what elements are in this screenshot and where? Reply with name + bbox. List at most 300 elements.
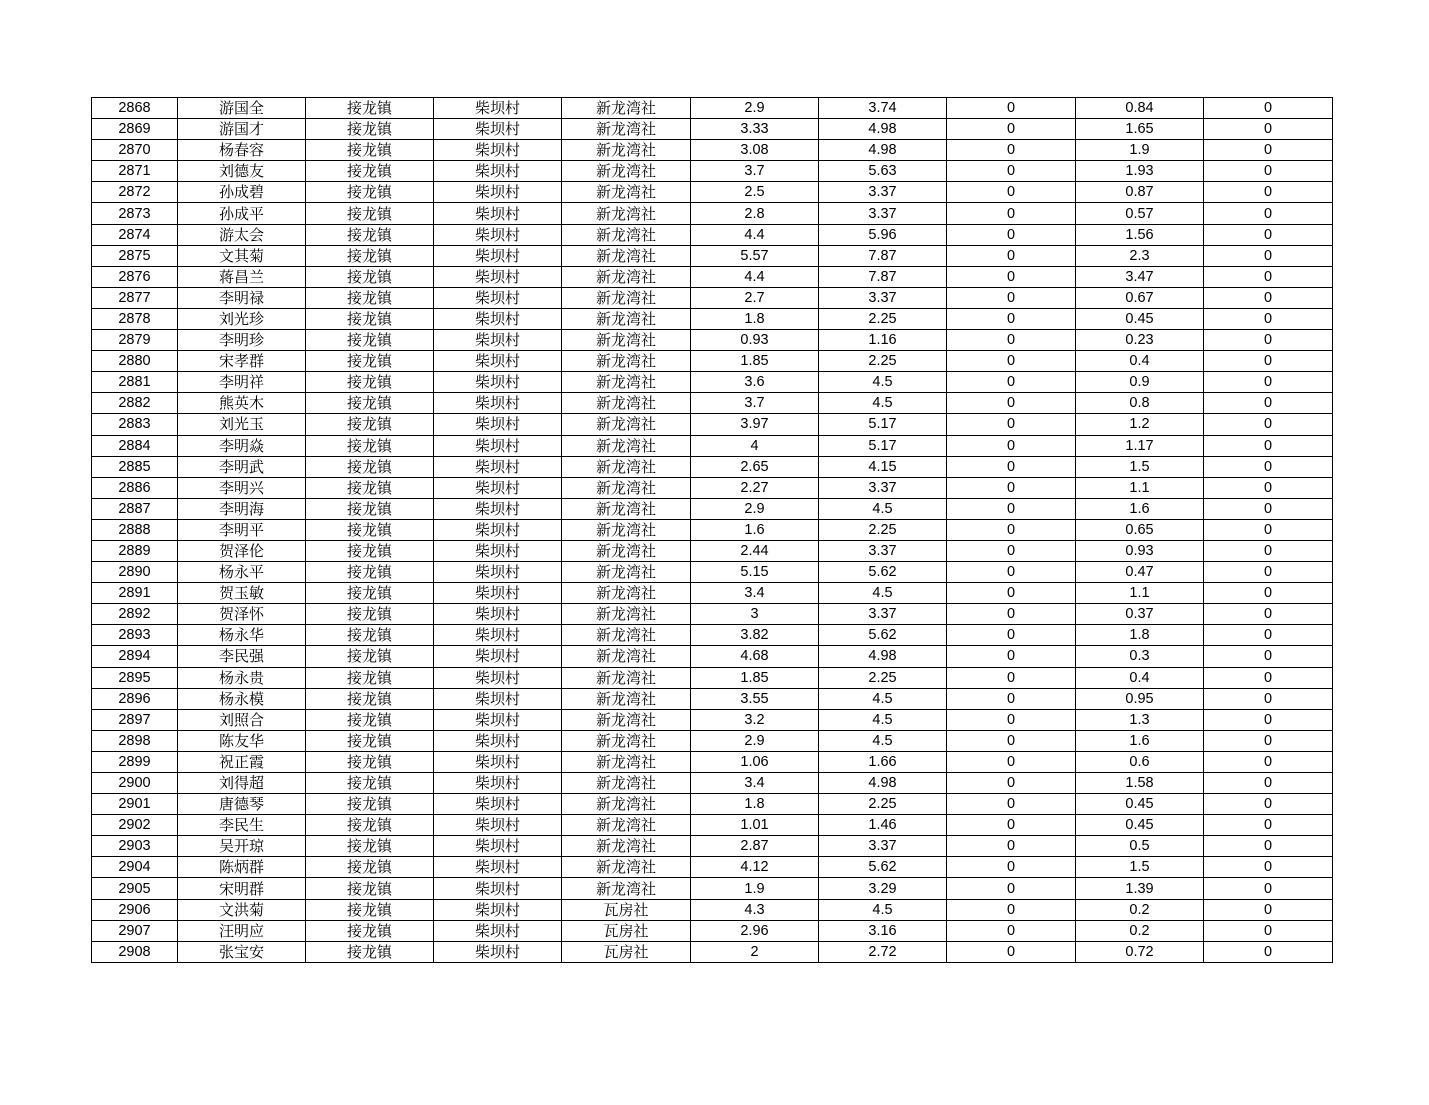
group-cell: 瓦房社 [562, 941, 691, 962]
table-row [92, 730, 1333, 751]
town-cell: 接龙镇 [306, 583, 434, 604]
value-5-cell: 0 [1204, 372, 1333, 393]
value-1-cell: 4.3 [691, 899, 819, 920]
village-cell: 柴坝村 [434, 224, 562, 245]
value-4-cell: 1.5 [1076, 857, 1204, 878]
village-cell: 柴坝村 [434, 730, 562, 751]
name-cell: 杨永模 [178, 688, 306, 709]
value-3-cell: 0 [947, 393, 1076, 414]
value-5-cell: 0 [1204, 730, 1333, 751]
village-cell: 柴坝村 [434, 815, 562, 836]
group-cell: 新龙湾社 [562, 330, 691, 351]
name-cell: 杨永贵 [178, 667, 306, 688]
value-2-cell: 3.37 [819, 540, 947, 561]
group-cell: 新龙湾社 [562, 857, 691, 878]
value-1-cell: 1.01 [691, 815, 819, 836]
record-number-cell: 2897 [92, 709, 178, 730]
record-number-cell: 2907 [92, 920, 178, 941]
value-3-cell: 0 [947, 119, 1076, 140]
record-number-cell: 2877 [92, 287, 178, 308]
value-2-cell: 3.37 [819, 203, 947, 224]
name-cell: 贺玉敏 [178, 583, 306, 604]
value-5-cell: 0 [1204, 920, 1333, 941]
value-3-cell: 0 [947, 688, 1076, 709]
record-number-cell: 2902 [92, 815, 178, 836]
table-body [92, 98, 1333, 963]
group-cell: 新龙湾社 [562, 287, 691, 308]
record-number-cell: 2887 [92, 498, 178, 519]
value-3-cell: 0 [947, 583, 1076, 604]
value-2-cell: 4.15 [819, 456, 947, 477]
value-5-cell: 0 [1204, 414, 1333, 435]
value-1-cell: 3 [691, 604, 819, 625]
value-4-cell: 0.95 [1076, 688, 1204, 709]
village-cell: 柴坝村 [434, 245, 562, 266]
value-3-cell: 0 [947, 351, 1076, 372]
name-cell: 杨永平 [178, 562, 306, 583]
value-5-cell: 0 [1204, 836, 1333, 857]
village-cell: 柴坝村 [434, 351, 562, 372]
group-cell: 新龙湾社 [562, 393, 691, 414]
value-5-cell: 0 [1204, 625, 1333, 646]
value-3-cell: 0 [947, 372, 1076, 393]
group-cell: 新龙湾社 [562, 688, 691, 709]
town-cell: 接龙镇 [306, 308, 434, 329]
group-cell: 新龙湾社 [562, 667, 691, 688]
value-3-cell: 0 [947, 920, 1076, 941]
value-2-cell: 7.87 [819, 266, 947, 287]
value-1-cell: 0.93 [691, 330, 819, 351]
group-cell: 新龙湾社 [562, 583, 691, 604]
town-cell: 接龙镇 [306, 477, 434, 498]
village-cell: 柴坝村 [434, 583, 562, 604]
value-4-cell: 2.3 [1076, 245, 1204, 266]
value-2-cell: 1.66 [819, 751, 947, 772]
table-row [92, 140, 1333, 161]
value-5-cell: 0 [1204, 98, 1333, 119]
value-1-cell: 4.12 [691, 857, 819, 878]
name-cell: 贺泽怀 [178, 604, 306, 625]
village-cell: 柴坝村 [434, 456, 562, 477]
name-cell: 刘德友 [178, 161, 306, 182]
value-2-cell: 4.5 [819, 583, 947, 604]
name-cell: 汪明应 [178, 920, 306, 941]
table-row [92, 540, 1333, 561]
village-cell: 柴坝村 [434, 266, 562, 287]
value-1-cell: 4.68 [691, 646, 819, 667]
village-cell: 柴坝村 [434, 604, 562, 625]
town-cell: 接龙镇 [306, 245, 434, 266]
value-4-cell: 1.65 [1076, 119, 1204, 140]
table-row [92, 941, 1333, 962]
value-3-cell: 0 [947, 562, 1076, 583]
table-row [92, 498, 1333, 519]
value-5-cell: 0 [1204, 562, 1333, 583]
village-cell: 柴坝村 [434, 161, 562, 182]
record-number-cell: 2895 [92, 667, 178, 688]
value-5-cell: 0 [1204, 878, 1333, 899]
value-3-cell: 0 [947, 709, 1076, 730]
group-cell: 新龙湾社 [562, 625, 691, 646]
value-1-cell: 3.97 [691, 414, 819, 435]
value-1-cell: 1.6 [691, 519, 819, 540]
table-row [92, 203, 1333, 224]
name-cell: 刘得超 [178, 773, 306, 794]
town-cell: 接龙镇 [306, 730, 434, 751]
town-cell: 接龙镇 [306, 773, 434, 794]
name-cell: 陈友华 [178, 730, 306, 751]
group-cell: 新龙湾社 [562, 182, 691, 203]
town-cell: 接龙镇 [306, 667, 434, 688]
table-row [92, 604, 1333, 625]
value-5-cell: 0 [1204, 477, 1333, 498]
value-4-cell: 1.6 [1076, 730, 1204, 751]
value-4-cell: 0.72 [1076, 941, 1204, 962]
record-number-cell: 2881 [92, 372, 178, 393]
value-3-cell: 0 [947, 751, 1076, 772]
value-4-cell: 1.1 [1076, 583, 1204, 604]
village-cell: 柴坝村 [434, 140, 562, 161]
value-2-cell: 1.46 [819, 815, 947, 836]
village-cell: 柴坝村 [434, 519, 562, 540]
value-2-cell: 3.16 [819, 920, 947, 941]
value-5-cell: 0 [1204, 224, 1333, 245]
village-cell: 柴坝村 [434, 836, 562, 857]
record-number-cell: 2882 [92, 393, 178, 414]
value-3-cell: 0 [947, 98, 1076, 119]
value-5-cell: 0 [1204, 941, 1333, 962]
record-number-cell: 2891 [92, 583, 178, 604]
value-1-cell: 2.44 [691, 540, 819, 561]
value-4-cell: 1.17 [1076, 435, 1204, 456]
group-cell: 新龙湾社 [562, 351, 691, 372]
value-5-cell: 0 [1204, 583, 1333, 604]
value-4-cell: 0.23 [1076, 330, 1204, 351]
record-number-cell: 2896 [92, 688, 178, 709]
value-5-cell: 0 [1204, 119, 1333, 140]
value-3-cell: 0 [947, 941, 1076, 962]
value-3-cell: 0 [947, 203, 1076, 224]
value-3-cell: 0 [947, 456, 1076, 477]
value-4-cell: 0.65 [1076, 519, 1204, 540]
name-cell: 李民生 [178, 815, 306, 836]
value-3-cell: 0 [947, 540, 1076, 561]
name-cell: 李明海 [178, 498, 306, 519]
table-row [92, 709, 1333, 730]
value-4-cell: 1.8 [1076, 625, 1204, 646]
value-4-cell: 3.47 [1076, 266, 1204, 287]
value-1-cell: 4.4 [691, 266, 819, 287]
table-row [92, 625, 1333, 646]
value-2-cell: 5.62 [819, 562, 947, 583]
table-row [92, 182, 1333, 203]
value-1-cell: 2.87 [691, 836, 819, 857]
value-2-cell: 3.37 [819, 287, 947, 308]
value-1-cell: 1.8 [691, 794, 819, 815]
value-3-cell: 0 [947, 287, 1076, 308]
value-2-cell: 4.5 [819, 730, 947, 751]
town-cell: 接龙镇 [306, 203, 434, 224]
record-number-cell: 2883 [92, 414, 178, 435]
value-3-cell: 0 [947, 161, 1076, 182]
record-number-cell: 2880 [92, 351, 178, 372]
village-cell: 柴坝村 [434, 98, 562, 119]
name-cell: 张宝安 [178, 941, 306, 962]
value-4-cell: 0.45 [1076, 308, 1204, 329]
table-row [92, 287, 1333, 308]
value-4-cell: 0.6 [1076, 751, 1204, 772]
value-3-cell: 0 [947, 245, 1076, 266]
value-3-cell: 0 [947, 730, 1076, 751]
name-cell: 游国全 [178, 98, 306, 119]
town-cell: 接龙镇 [306, 646, 434, 667]
group-cell: 新龙湾社 [562, 414, 691, 435]
town-cell: 接龙镇 [306, 562, 434, 583]
value-5-cell: 0 [1204, 203, 1333, 224]
table-row [92, 519, 1333, 540]
group-cell: 新龙湾社 [562, 140, 691, 161]
value-4-cell: 0.45 [1076, 794, 1204, 815]
value-4-cell: 0.9 [1076, 372, 1204, 393]
value-2-cell: 4.5 [819, 372, 947, 393]
village-cell: 柴坝村 [434, 287, 562, 308]
name-cell: 李明禄 [178, 287, 306, 308]
name-cell: 游国才 [178, 119, 306, 140]
record-number-cell: 2900 [92, 773, 178, 794]
value-1-cell: 2.27 [691, 477, 819, 498]
village-cell: 柴坝村 [434, 119, 562, 140]
town-cell: 接龙镇 [306, 899, 434, 920]
value-2-cell: 3.37 [819, 182, 947, 203]
record-number-cell: 2894 [92, 646, 178, 667]
group-cell: 新龙湾社 [562, 203, 691, 224]
group-cell: 新龙湾社 [562, 161, 691, 182]
value-5-cell: 0 [1204, 815, 1333, 836]
group-cell: 新龙湾社 [562, 562, 691, 583]
town-cell: 接龙镇 [306, 287, 434, 308]
value-5-cell: 0 [1204, 351, 1333, 372]
value-2-cell: 4.98 [819, 119, 947, 140]
value-4-cell: 0.37 [1076, 604, 1204, 625]
value-4-cell: 1.3 [1076, 709, 1204, 730]
village-cell: 柴坝村 [434, 751, 562, 772]
value-3-cell: 0 [947, 857, 1076, 878]
village-cell: 柴坝村 [434, 540, 562, 561]
group-cell: 新龙湾社 [562, 308, 691, 329]
record-number-cell: 2906 [92, 899, 178, 920]
value-2-cell: 4.5 [819, 709, 947, 730]
value-1-cell: 1.8 [691, 308, 819, 329]
table-row [92, 857, 1333, 878]
value-1-cell: 2.9 [691, 730, 819, 751]
value-5-cell: 0 [1204, 330, 1333, 351]
name-cell: 宋明群 [178, 878, 306, 899]
value-1-cell: 3.7 [691, 393, 819, 414]
village-cell: 柴坝村 [434, 498, 562, 519]
table-row [92, 414, 1333, 435]
value-3-cell: 0 [947, 794, 1076, 815]
town-cell: 接龙镇 [306, 414, 434, 435]
table-row [92, 878, 1333, 899]
village-cell: 柴坝村 [434, 562, 562, 583]
value-2-cell: 1.16 [819, 330, 947, 351]
record-number-cell: 2898 [92, 730, 178, 751]
name-cell: 祝正霞 [178, 751, 306, 772]
value-1-cell: 2.7 [691, 287, 819, 308]
table-row [92, 456, 1333, 477]
value-2-cell: 5.62 [819, 625, 947, 646]
record-number-cell: 2889 [92, 540, 178, 561]
village-cell: 柴坝村 [434, 625, 562, 646]
town-cell: 接龙镇 [306, 625, 434, 646]
table-row [92, 308, 1333, 329]
value-5-cell: 0 [1204, 688, 1333, 709]
value-1-cell: 3.6 [691, 372, 819, 393]
village-cell: 柴坝村 [434, 393, 562, 414]
value-1-cell: 3.08 [691, 140, 819, 161]
value-4-cell: 0.3 [1076, 646, 1204, 667]
village-cell: 柴坝村 [434, 477, 562, 498]
group-cell: 新龙湾社 [562, 646, 691, 667]
value-4-cell: 0.4 [1076, 351, 1204, 372]
name-cell: 孙成碧 [178, 182, 306, 203]
town-cell: 接龙镇 [306, 456, 434, 477]
value-1-cell: 3.2 [691, 709, 819, 730]
value-2-cell: 2.25 [819, 351, 947, 372]
table-row [92, 393, 1333, 414]
table-row [92, 667, 1333, 688]
value-2-cell: 4.5 [819, 899, 947, 920]
town-cell: 接龙镇 [306, 815, 434, 836]
record-number-cell: 2868 [92, 98, 178, 119]
name-cell: 文其菊 [178, 245, 306, 266]
name-cell: 蒋昌兰 [178, 266, 306, 287]
town-cell: 接龙镇 [306, 435, 434, 456]
value-3-cell: 0 [947, 646, 1076, 667]
value-1-cell: 2.96 [691, 920, 819, 941]
name-cell: 吴开琼 [178, 836, 306, 857]
name-cell: 刘照合 [178, 709, 306, 730]
value-5-cell: 0 [1204, 604, 1333, 625]
town-cell: 接龙镇 [306, 266, 434, 287]
value-4-cell: 0.8 [1076, 393, 1204, 414]
table-row [92, 435, 1333, 456]
record-number-cell: 2871 [92, 161, 178, 182]
value-1-cell: 1.06 [691, 751, 819, 772]
value-3-cell: 0 [947, 899, 1076, 920]
record-number-cell: 2905 [92, 878, 178, 899]
value-2-cell: 7.87 [819, 245, 947, 266]
village-cell: 柴坝村 [434, 773, 562, 794]
value-4-cell: 1.56 [1076, 224, 1204, 245]
value-1-cell: 3.33 [691, 119, 819, 140]
value-1-cell: 2 [691, 941, 819, 962]
value-4-cell: 0.2 [1076, 899, 1204, 920]
value-3-cell: 0 [947, 330, 1076, 351]
town-cell: 接龙镇 [306, 393, 434, 414]
value-5-cell: 0 [1204, 245, 1333, 266]
record-number-cell: 2884 [92, 435, 178, 456]
name-cell: 文洪菊 [178, 899, 306, 920]
value-3-cell: 0 [947, 224, 1076, 245]
value-3-cell: 0 [947, 815, 1076, 836]
group-cell: 新龙湾社 [562, 604, 691, 625]
table-row [92, 351, 1333, 372]
name-cell: 陈炳群 [178, 857, 306, 878]
record-number-cell: 2904 [92, 857, 178, 878]
table-row [92, 477, 1333, 498]
town-cell: 接龙镇 [306, 330, 434, 351]
village-cell: 柴坝村 [434, 794, 562, 815]
table-row [92, 773, 1333, 794]
value-2-cell: 4.98 [819, 646, 947, 667]
group-cell: 新龙湾社 [562, 372, 691, 393]
value-2-cell: 5.17 [819, 435, 947, 456]
group-cell: 新龙湾社 [562, 266, 691, 287]
record-number-cell: 2903 [92, 836, 178, 857]
value-5-cell: 0 [1204, 899, 1333, 920]
value-5-cell: 0 [1204, 857, 1333, 878]
value-1-cell: 2.9 [691, 98, 819, 119]
record-number-cell: 2876 [92, 266, 178, 287]
value-3-cell: 0 [947, 498, 1076, 519]
value-3-cell: 0 [947, 414, 1076, 435]
value-4-cell: 0.67 [1076, 287, 1204, 308]
town-cell: 接龙镇 [306, 751, 434, 772]
value-5-cell: 0 [1204, 498, 1333, 519]
village-cell: 柴坝村 [434, 899, 562, 920]
name-cell: 李明焱 [178, 435, 306, 456]
value-3-cell: 0 [947, 477, 1076, 498]
value-1-cell: 5.15 [691, 562, 819, 583]
village-cell: 柴坝村 [434, 941, 562, 962]
group-cell: 新龙湾社 [562, 751, 691, 772]
value-5-cell: 0 [1204, 161, 1333, 182]
value-2-cell: 2.25 [819, 519, 947, 540]
record-number-cell: 2886 [92, 477, 178, 498]
name-cell: 李明平 [178, 519, 306, 540]
value-3-cell: 0 [947, 182, 1076, 203]
value-1-cell: 2.8 [691, 203, 819, 224]
value-4-cell: 0.84 [1076, 98, 1204, 119]
table-row [92, 899, 1333, 920]
town-cell: 接龙镇 [306, 519, 434, 540]
value-5-cell: 0 [1204, 646, 1333, 667]
value-1-cell: 3.55 [691, 688, 819, 709]
table-row [92, 920, 1333, 941]
record-number-cell: 2892 [92, 604, 178, 625]
table-row [92, 815, 1333, 836]
value-5-cell: 0 [1204, 519, 1333, 540]
value-5-cell: 0 [1204, 287, 1333, 308]
table-row [92, 330, 1333, 351]
group-cell: 新龙湾社 [562, 224, 691, 245]
group-cell: 新龙湾社 [562, 709, 691, 730]
value-4-cell: 1.2 [1076, 414, 1204, 435]
value-3-cell: 0 [947, 266, 1076, 287]
name-cell: 刘光珍 [178, 308, 306, 329]
village-cell: 柴坝村 [434, 688, 562, 709]
group-cell: 新龙湾社 [562, 456, 691, 477]
value-2-cell: 4.5 [819, 498, 947, 519]
value-5-cell: 0 [1204, 140, 1333, 161]
value-3-cell: 0 [947, 836, 1076, 857]
village-cell: 柴坝村 [434, 372, 562, 393]
town-cell: 接龙镇 [306, 836, 434, 857]
value-2-cell: 3.74 [819, 98, 947, 119]
town-cell: 接龙镇 [306, 709, 434, 730]
value-1-cell: 3.4 [691, 773, 819, 794]
